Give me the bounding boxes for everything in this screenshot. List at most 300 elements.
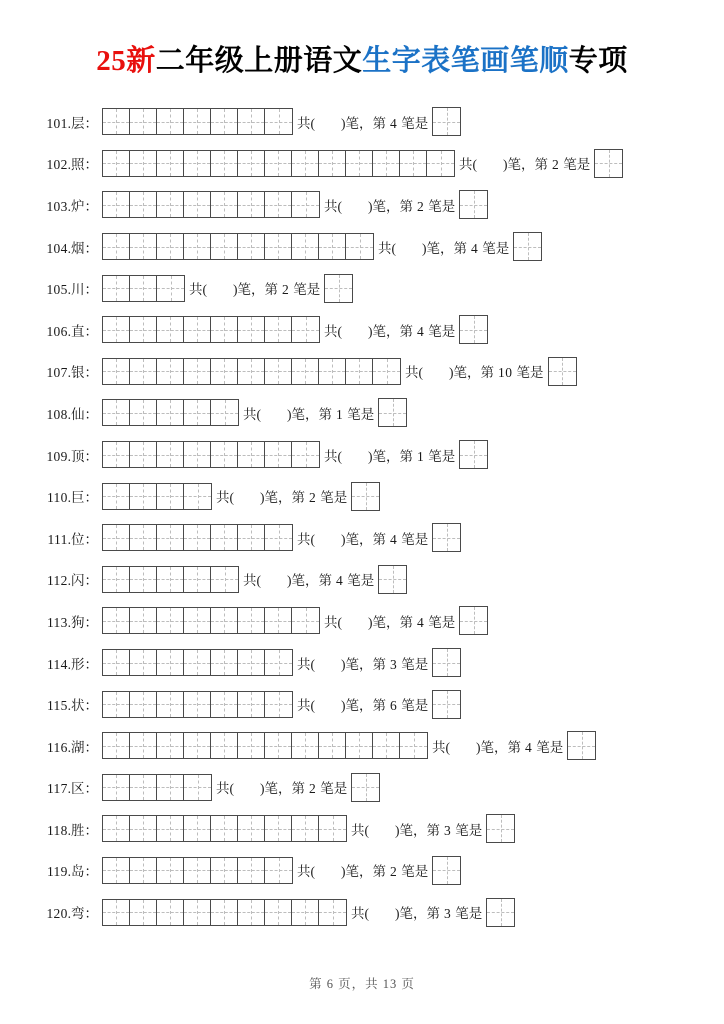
grid-cell[interactable]: [292, 816, 319, 841]
grid-cell[interactable]: [184, 525, 211, 550]
grid-cell[interactable]: [319, 234, 346, 259]
answer-box[interactable]: [486, 814, 515, 843]
grid-cell[interactable]: [157, 192, 184, 217]
exercise-row: [40, 642, 714, 684]
grid-cell[interactable]: [184, 733, 211, 758]
grid-cell[interactable]: [238, 858, 265, 883]
grid-cell[interactable]: [103, 608, 130, 633]
grid-cell[interactable]: [157, 525, 184, 550]
grid-cell[interactable]: [238, 109, 265, 134]
nth-stroke-prefix: 第: [399, 614, 413, 630]
label-colon: ：: [84, 365, 98, 381]
grid-cell[interactable]: [103, 858, 130, 883]
exercise-number: 101: [46, 115, 68, 131]
grid-cell[interactable]: [157, 109, 184, 134]
grid-cell[interactable]: [346, 359, 373, 384]
grid-cell[interactable]: [211, 733, 238, 758]
grid-cell[interactable]: [265, 816, 292, 841]
grid-cell[interactable]: [373, 151, 400, 176]
grid-cell[interactable]: [292, 359, 319, 384]
nth-stroke-prefix: 第: [318, 573, 332, 589]
grid-cell[interactable]: [157, 359, 184, 384]
grid-cell[interactable]: [184, 359, 211, 384]
answer-box[interactable]: [432, 856, 461, 885]
grid-cell[interactable]: [211, 359, 238, 384]
nth-stroke-suffix: 笔是: [428, 448, 456, 464]
grid-cell[interactable]: [292, 442, 319, 467]
grid-cell[interactable]: [184, 484, 211, 509]
practice-grid[interactable]: [102, 732, 428, 759]
grid-cell[interactable]: [184, 400, 211, 425]
label-colon: ：: [84, 115, 98, 131]
exercise-label: 116.湖：: [46, 739, 98, 755]
nth-stroke-prefix: 第: [534, 157, 548, 173]
question-text: [293, 112, 432, 132]
answer-box[interactable]: [548, 357, 577, 386]
grid-cell[interactable]: [265, 192, 292, 217]
question-text: [293, 860, 432, 880]
exercise-character: 仙: [71, 406, 85, 422]
grid-cell[interactable]: [319, 733, 346, 758]
exercise-number: 112: [46, 573, 68, 589]
exercise-row: [40, 517, 714, 559]
nth-stroke-number: 2: [309, 781, 317, 797]
exercise-row: [40, 434, 714, 476]
grid-cell[interactable]: [103, 775, 130, 800]
grid-cell[interactable]: [346, 234, 373, 259]
exercise-character: 狗: [71, 614, 85, 630]
total-strokes-prefix: 共(: [378, 240, 396, 256]
practice-grid[interactable]: [102, 857, 293, 884]
grid-cell[interactable]: [319, 151, 346, 176]
total-strokes-suffix: )笔，: [422, 240, 454, 256]
total-strokes-prefix: 共(: [405, 365, 423, 381]
grid-cell[interactable]: [130, 151, 157, 176]
grid-cell[interactable]: [130, 234, 157, 259]
grid-cell[interactable]: [265, 608, 292, 633]
grid-cell[interactable]: [157, 567, 184, 592]
grid-cell[interactable]: [157, 692, 184, 717]
grid-cell[interactable]: [211, 900, 238, 925]
grid-cell[interactable]: [103, 484, 130, 509]
label-colon: ：: [84, 739, 98, 755]
grid-cell[interactable]: [265, 858, 292, 883]
exercise-label: 111.位：: [47, 531, 98, 547]
exercise-character: 照: [71, 157, 85, 173]
nth-stroke-number: 2: [552, 157, 560, 173]
practice-grid[interactable]: [102, 233, 374, 260]
grid-cell[interactable]: [265, 692, 292, 717]
question-text: [347, 819, 486, 839]
grid-cell[interactable]: [184, 109, 211, 134]
grid-cell[interactable]: [238, 151, 265, 176]
grid-cell[interactable]: [157, 608, 184, 633]
grid-cell[interactable]: [184, 608, 211, 633]
exercise-number: 114: [46, 656, 68, 672]
exercise-row: [40, 184, 714, 226]
exercise-row: [40, 767, 714, 809]
total-strokes-suffix: )笔，: [368, 614, 400, 630]
total-strokes-suffix: )笔，: [368, 198, 400, 214]
exercise-number: 108: [46, 406, 68, 422]
grid-cell[interactable]: [292, 733, 319, 758]
grid-cell[interactable]: [184, 858, 211, 883]
answer-box[interactable]: [432, 690, 461, 719]
grid-cell[interactable]: [211, 151, 238, 176]
nth-stroke-suffix: 笔是: [347, 573, 375, 589]
grid-cell[interactable]: [103, 442, 130, 467]
grid-cell[interactable]: [265, 359, 292, 384]
grid-cell[interactable]: [157, 234, 184, 259]
grid-cell[interactable]: [130, 109, 157, 134]
total-strokes-suffix: )笔，: [341, 531, 373, 547]
total-strokes-suffix: )笔，: [260, 781, 292, 797]
nth-stroke-suffix: 笔是: [536, 739, 564, 755]
nth-stroke-suffix: 笔是: [401, 531, 429, 547]
grid-cell[interactable]: [130, 359, 157, 384]
grid-cell[interactable]: [265, 151, 292, 176]
grid-cell[interactable]: [103, 525, 130, 550]
grid-cell[interactable]: [157, 484, 184, 509]
grid-cell[interactable]: [238, 650, 265, 675]
nth-stroke-prefix: 第: [372, 864, 386, 880]
exercise-row: [40, 725, 714, 767]
answer-box[interactable]: [459, 606, 488, 635]
grid-cell[interactable]: [184, 775, 211, 800]
nth-stroke-number: 4: [417, 323, 425, 339]
grid-cell[interactable]: [211, 692, 238, 717]
grid-cell[interactable]: [130, 733, 157, 758]
exercise-row: [40, 683, 714, 725]
exercise-number: 120: [46, 906, 68, 922]
grid-cell[interactable]: [211, 608, 238, 633]
grid-cell[interactable]: [211, 525, 238, 550]
label-colon: ：: [84, 323, 98, 339]
answer-box[interactable]: [432, 648, 461, 677]
grid-cell[interactable]: [427, 151, 454, 176]
answer-box[interactable]: [432, 523, 461, 552]
answer-box[interactable]: [378, 398, 407, 427]
grid-cell[interactable]: [211, 109, 238, 134]
nth-stroke-number: 4: [471, 240, 479, 256]
practice-grid[interactable]: [102, 607, 320, 634]
grid-cell[interactable]: [292, 317, 319, 342]
grid-cell[interactable]: [373, 733, 400, 758]
answer-box[interactable]: [459, 190, 488, 219]
grid-cell[interactable]: [157, 151, 184, 176]
grid-cell[interactable]: [103, 109, 130, 134]
grid-cell[interactable]: [157, 650, 184, 675]
grid-cell[interactable]: [130, 567, 157, 592]
question-text: [401, 361, 548, 381]
grid-cell[interactable]: [157, 775, 184, 800]
total-strokes-suffix: )笔，: [503, 157, 535, 173]
question-text: [374, 237, 513, 257]
grid-cell[interactable]: [238, 816, 265, 841]
grid-cell[interactable]: [103, 317, 130, 342]
practice-grid[interactable]: [102, 316, 320, 343]
nth-stroke-number: 4: [390, 531, 398, 547]
practice-grid[interactable]: [102, 566, 239, 593]
practice-grid[interactable]: [102, 108, 293, 135]
grid-cell[interactable]: [184, 234, 211, 259]
exercise-number: 117: [46, 781, 68, 797]
total-strokes-prefix: 共(: [189, 282, 207, 298]
exercise-number: 115: [46, 698, 68, 714]
grid-cell[interactable]: [157, 858, 184, 883]
grid-cell[interactable]: [184, 192, 211, 217]
grid-cell[interactable]: [130, 400, 157, 425]
practice-grid[interactable]: [102, 815, 347, 842]
nth-stroke-prefix: 第: [399, 448, 413, 464]
grid-cell[interactable]: [103, 733, 130, 758]
grid-cell[interactable]: [238, 525, 265, 550]
nth-stroke-number: 3: [390, 656, 398, 672]
grid-cell[interactable]: [103, 400, 130, 425]
grid-cell[interactable]: [157, 900, 184, 925]
grid-cell[interactable]: [211, 858, 238, 883]
answer-box[interactable]: [351, 773, 380, 802]
label-colon: ：: [84, 531, 98, 547]
title-segment-2: 生字表笔画笔顺: [362, 45, 569, 77]
exercise-row: [40, 475, 714, 517]
grid-cell[interactable]: [346, 733, 373, 758]
answer-box[interactable]: [432, 107, 461, 136]
answer-box[interactable]: [459, 440, 488, 469]
title-segment-0: 25新: [96, 45, 156, 77]
grid-cell[interactable]: [265, 733, 292, 758]
exercise-row: [40, 392, 714, 434]
grid-cell[interactable]: [265, 650, 292, 675]
nth-stroke-prefix: 第: [399, 323, 413, 339]
practice-grid[interactable]: [102, 483, 212, 510]
nth-stroke-prefix: 第: [372, 656, 386, 672]
grid-cell[interactable]: [157, 442, 184, 467]
nth-stroke-number: 10: [498, 365, 513, 381]
practice-grid[interactable]: [102, 399, 239, 426]
answer-box[interactable]: [351, 482, 380, 511]
total-strokes-prefix: 共(: [243, 573, 261, 589]
exercise-label: 117.区：: [46, 781, 98, 797]
grid-cell[interactable]: [103, 151, 130, 176]
nth-stroke-suffix: 笔是: [455, 822, 483, 838]
question-text: [212, 777, 351, 797]
exercise-character: 川: [71, 282, 85, 298]
grid-cell[interactable]: [292, 234, 319, 259]
exercise-row: [40, 309, 714, 351]
practice-grid[interactable]: [102, 774, 212, 801]
total-strokes-suffix: )笔，: [287, 573, 319, 589]
grid-cell[interactable]: [130, 816, 157, 841]
exercise-row: [40, 808, 714, 850]
grid-cell[interactable]: [211, 816, 238, 841]
practice-grid[interactable]: [102, 899, 347, 926]
exercise-row: [40, 101, 714, 143]
grid-cell[interactable]: [238, 359, 265, 384]
practice-grid[interactable]: [102, 649, 293, 676]
exercise-character: 层: [71, 115, 85, 131]
exercise-row: [40, 351, 714, 393]
grid-cell[interactable]: [346, 151, 373, 176]
grid-cell[interactable]: [211, 192, 238, 217]
exercise-character: 顶: [71, 448, 85, 464]
question-text: [293, 694, 432, 714]
exercise-label: 109.顶：: [46, 448, 98, 464]
total-strokes-suffix: )笔，: [287, 406, 319, 422]
exercise-number: 116: [46, 739, 68, 755]
grid-cell[interactable]: [265, 109, 292, 134]
exercise-label: 103.炉：: [46, 198, 98, 214]
grid-cell[interactable]: [157, 400, 184, 425]
grid-cell[interactable]: [184, 816, 211, 841]
label-colon: ：: [84, 448, 98, 464]
grid-cell[interactable]: [157, 317, 184, 342]
grid-cell[interactable]: [211, 567, 238, 592]
nth-stroke-prefix: 第: [372, 531, 386, 547]
grid-cell[interactable]: [400, 733, 427, 758]
grid-cell[interactable]: [184, 151, 211, 176]
grid-cell[interactable]: [157, 733, 184, 758]
practice-grid[interactable]: [102, 441, 320, 468]
grid-cell[interactable]: [211, 650, 238, 675]
practice-grid[interactable]: [102, 358, 401, 385]
grid-cell[interactable]: [130, 650, 157, 675]
total-strokes-suffix: )笔，: [476, 739, 508, 755]
grid-cell[interactable]: [130, 484, 157, 509]
grid-cell[interactable]: [103, 567, 130, 592]
question-text: [320, 195, 459, 215]
label-colon: ：: [84, 240, 98, 256]
grid-cell[interactable]: [184, 317, 211, 342]
answer-box[interactable]: [513, 232, 542, 261]
grid-cell[interactable]: [238, 234, 265, 259]
grid-cell[interactable]: [292, 192, 319, 217]
answer-box[interactable]: [567, 731, 596, 760]
answer-box[interactable]: [594, 149, 623, 178]
grid-cell[interactable]: [130, 608, 157, 633]
practice-grid[interactable]: [102, 191, 320, 218]
exercise-character: 胜: [71, 822, 85, 838]
answer-box[interactable]: [459, 315, 488, 344]
exercise-row: [40, 559, 714, 601]
exercise-number: 111: [47, 531, 68, 547]
grid-cell[interactable]: [184, 567, 211, 592]
total-strokes-suffix: )笔，: [341, 864, 373, 880]
grid-cell[interactable]: [211, 400, 238, 425]
grid-cell[interactable]: [265, 317, 292, 342]
answer-box[interactable]: [486, 898, 515, 927]
grid-cell[interactable]: [319, 900, 346, 925]
exercise-character: 闪: [71, 573, 85, 589]
grid-cell[interactable]: [157, 276, 184, 301]
grid-cell[interactable]: [130, 192, 157, 217]
practice-grid[interactable]: [102, 275, 185, 302]
grid-cell[interactable]: [130, 775, 157, 800]
grid-cell[interactable]: [130, 525, 157, 550]
grid-cell[interactable]: [211, 317, 238, 342]
grid-cell[interactable]: [103, 816, 130, 841]
grid-cell[interactable]: [130, 276, 157, 301]
label-colon: ：: [84, 656, 98, 672]
practice-grid[interactable]: [102, 524, 293, 551]
grid-cell[interactable]: [103, 359, 130, 384]
grid-cell[interactable]: [103, 192, 130, 217]
grid-cell[interactable]: [400, 151, 427, 176]
title-segment-3: 专项: [568, 45, 628, 77]
grid-cell[interactable]: [265, 442, 292, 467]
grid-cell[interactable]: [130, 317, 157, 342]
nth-stroke-number: 3: [444, 822, 452, 838]
grid-cell[interactable]: [238, 442, 265, 467]
grid-cell[interactable]: [265, 525, 292, 550]
exercise-label: 110.巨：: [46, 490, 98, 506]
label-colon: ：: [84, 157, 98, 173]
grid-cell[interactable]: [157, 816, 184, 841]
grid-cell[interactable]: [319, 359, 346, 384]
grid-cell[interactable]: [211, 234, 238, 259]
grid-cell[interactable]: [238, 692, 265, 717]
practice-grid[interactable]: [102, 691, 293, 718]
nth-stroke-number: 3: [444, 906, 452, 922]
grid-cell[interactable]: [184, 650, 211, 675]
grid-cell[interactable]: [238, 608, 265, 633]
answer-box[interactable]: [378, 565, 407, 594]
grid-cell[interactable]: [130, 442, 157, 467]
grid-cell[interactable]: [238, 192, 265, 217]
grid-cell[interactable]: [130, 858, 157, 883]
nth-stroke-suffix: 笔是: [455, 906, 483, 922]
exercise-list: [0, 101, 724, 933]
question-text: [293, 528, 432, 548]
grid-cell[interactable]: [265, 900, 292, 925]
grid-cell[interactable]: [103, 692, 130, 717]
nth-stroke-suffix: 笔是: [320, 490, 348, 506]
grid-cell[interactable]: [292, 151, 319, 176]
exercise-label: 102.照：: [46, 157, 98, 173]
grid-cell[interactable]: [103, 900, 130, 925]
nth-stroke-prefix: 第: [399, 198, 413, 214]
exercise-number: 104: [46, 240, 68, 256]
label-colon: ：: [84, 698, 98, 714]
grid-cell[interactable]: [292, 900, 319, 925]
grid-cell[interactable]: [184, 900, 211, 925]
question-text: [239, 403, 378, 423]
grid-cell[interactable]: [130, 692, 157, 717]
exercise-label: 104.烟：: [46, 240, 98, 256]
exercise-character: 岛: [71, 864, 85, 880]
answer-box[interactable]: [324, 274, 353, 303]
exercise-label: 120.弯：: [46, 906, 98, 922]
grid-cell[interactable]: [103, 276, 130, 301]
exercise-character: 炉: [71, 198, 85, 214]
grid-cell[interactable]: [103, 650, 130, 675]
grid-cell[interactable]: [238, 317, 265, 342]
practice-grid[interactable]: [102, 150, 455, 177]
grid-cell[interactable]: [184, 442, 211, 467]
grid-cell[interactable]: [292, 608, 319, 633]
grid-cell[interactable]: [238, 900, 265, 925]
grid-cell[interactable]: [319, 816, 346, 841]
grid-cell[interactable]: [184, 692, 211, 717]
grid-cell[interactable]: [211, 442, 238, 467]
grid-cell[interactable]: [265, 234, 292, 259]
grid-cell[interactable]: [238, 733, 265, 758]
total-strokes-suffix: )笔，: [260, 490, 292, 506]
grid-cell[interactable]: [373, 359, 400, 384]
nth-stroke-suffix: 笔是: [428, 614, 456, 630]
grid-cell[interactable]: [130, 900, 157, 925]
grid-cell[interactable]: [103, 234, 130, 259]
